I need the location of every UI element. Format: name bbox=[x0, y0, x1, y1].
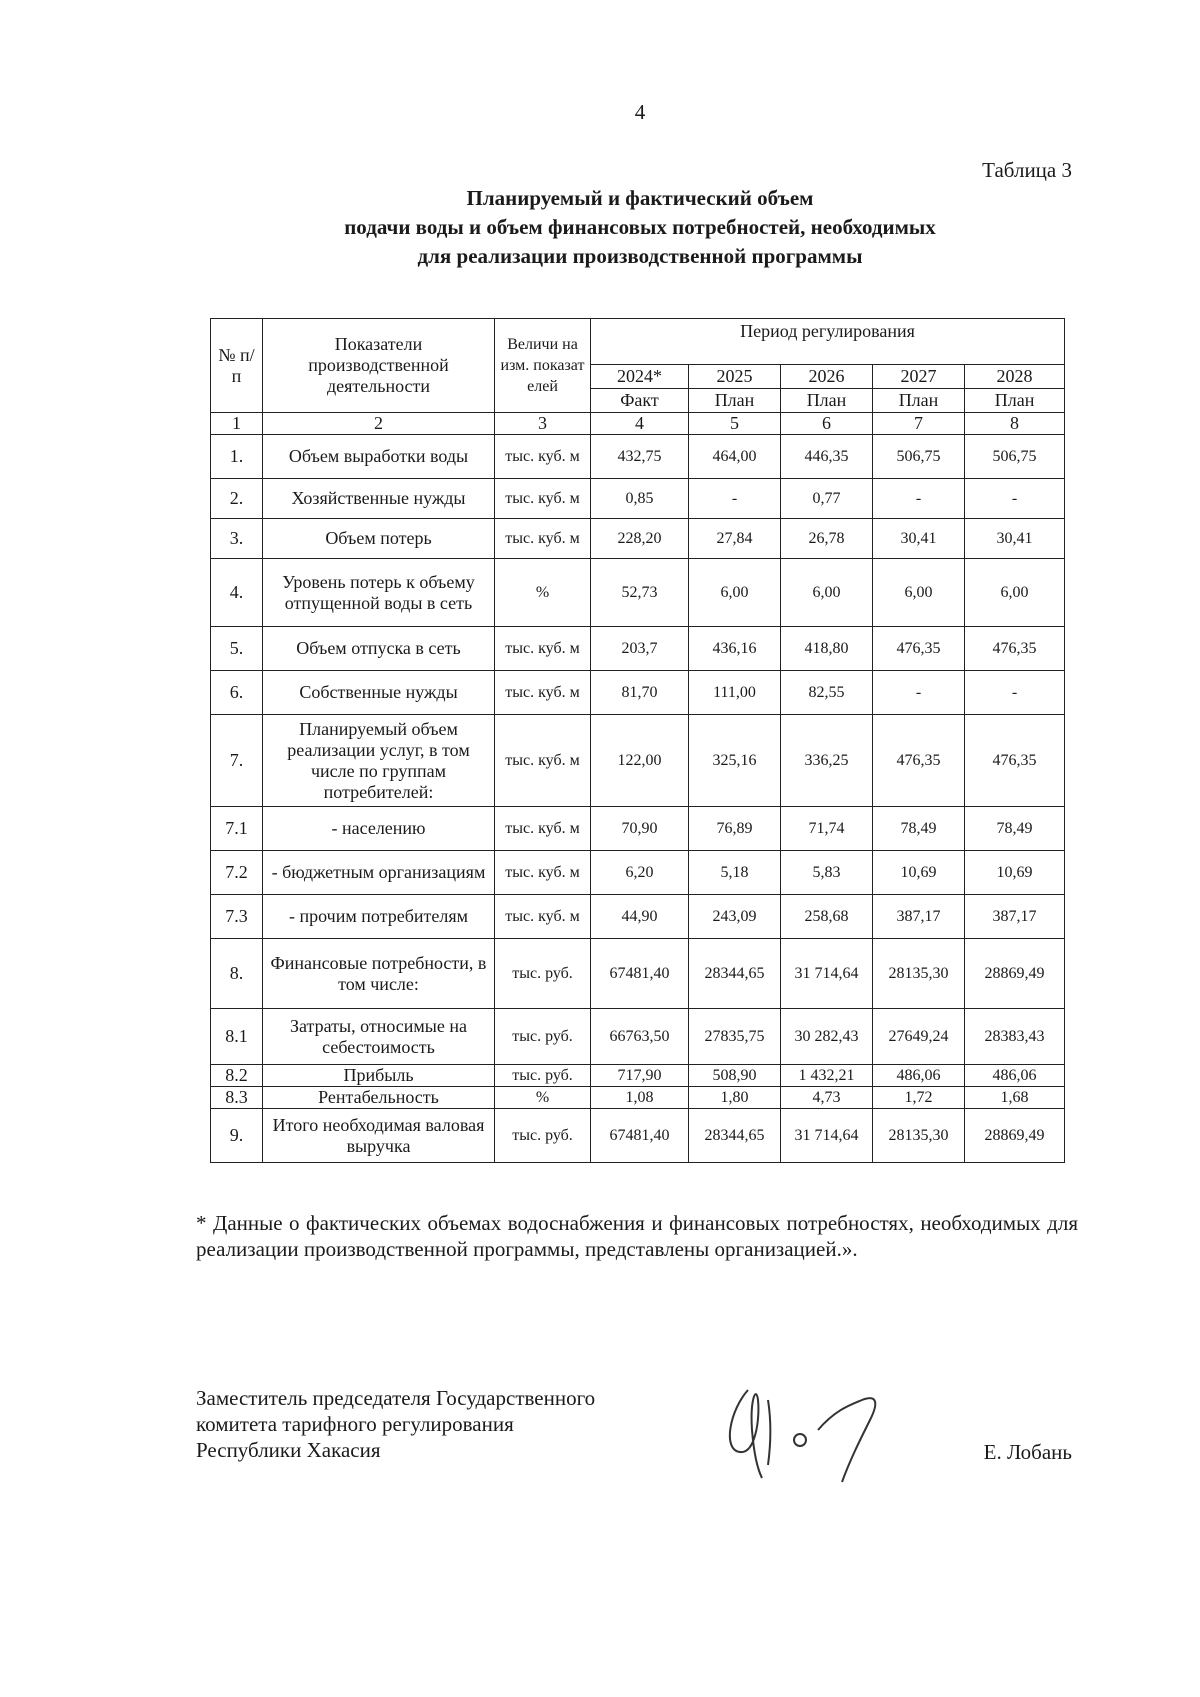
row-value: 28344,65 bbox=[689, 939, 781, 1009]
row-value: 508,90 bbox=[689, 1065, 781, 1087]
row-value: 387,17 bbox=[965, 895, 1065, 939]
header-year: 2025 bbox=[689, 365, 781, 389]
table-row bbox=[211, 519, 1065, 559]
row-value: 78,49 bbox=[965, 807, 1065, 851]
row-unit: тыс. руб. bbox=[495, 1109, 591, 1163]
row-value: 6,00 bbox=[689, 559, 781, 627]
table-row bbox=[211, 807, 1065, 851]
row-value: 6,00 bbox=[873, 559, 965, 627]
row-unit: тыс. куб. м bbox=[495, 807, 591, 851]
row-value: 6,20 bbox=[591, 851, 689, 895]
row-value: 336,25 bbox=[781, 715, 873, 807]
row-value: - bbox=[965, 479, 1065, 519]
row-value: 258,68 bbox=[781, 895, 873, 939]
table-row bbox=[211, 1109, 1065, 1163]
header-num: № п/п bbox=[211, 319, 263, 413]
row-value: 28869,49 bbox=[965, 1109, 1065, 1163]
row-value: 28383,43 bbox=[965, 1009, 1065, 1065]
header-kind: План bbox=[873, 389, 965, 413]
header-year: 2024* bbox=[591, 365, 689, 389]
row-value: 30,41 bbox=[965, 519, 1065, 559]
row-value: 203,7 bbox=[591, 627, 689, 671]
row-value: 486,06 bbox=[873, 1065, 965, 1087]
row-value: 486,06 bbox=[965, 1065, 1065, 1087]
row-value: 436,16 bbox=[689, 627, 781, 671]
row-unit: тыс. куб. м bbox=[495, 715, 591, 807]
row-value: 1,08 bbox=[591, 1087, 689, 1109]
table-row bbox=[211, 435, 1065, 479]
row-value: 5,83 bbox=[781, 851, 873, 895]
row-unit: тыс. куб. м bbox=[495, 519, 591, 559]
row-value: 27,84 bbox=[689, 519, 781, 559]
row-unit: тыс. куб. м bbox=[495, 627, 591, 671]
row-value: 67481,40 bbox=[591, 939, 689, 1009]
row-indicator: Затраты, относимые на себестоимость bbox=[263, 1009, 495, 1065]
row-number: 2. bbox=[211, 479, 263, 519]
row-unit: тыс. руб. bbox=[495, 1065, 591, 1087]
row-indicator: Итого необходимая валовая выручка bbox=[263, 1109, 495, 1163]
row-value: 476,35 bbox=[873, 627, 965, 671]
row-value: 81,70 bbox=[591, 671, 689, 715]
position-line: Заместитель председателя Государственного bbox=[196, 1386, 596, 1410]
row-indicator: Финансовые потребности, в том числе: bbox=[263, 939, 495, 1009]
row-number: 1. bbox=[211, 435, 263, 479]
table-row bbox=[211, 851, 1065, 895]
document-title bbox=[0, 184, 1200, 271]
row-value: 78,49 bbox=[873, 807, 965, 851]
row-value: 122,00 bbox=[591, 715, 689, 807]
row-value: 111,00 bbox=[689, 671, 781, 715]
header-kind: Факт bbox=[591, 389, 689, 413]
row-unit: тыс. руб. bbox=[495, 1009, 591, 1065]
table-row bbox=[211, 715, 1065, 807]
header-kind: План bbox=[689, 389, 781, 413]
table-row bbox=[211, 627, 1065, 671]
row-value: 446,35 bbox=[781, 435, 873, 479]
row-value: 28135,30 bbox=[873, 1109, 965, 1163]
row-value: 27649,24 bbox=[873, 1009, 965, 1065]
row-indicator: Объем выработки воды bbox=[263, 435, 495, 479]
table-row bbox=[211, 479, 1065, 519]
table-row bbox=[211, 1065, 1065, 1087]
row-value: 31 714,64 bbox=[781, 939, 873, 1009]
row-value: 31 714,64 bbox=[781, 1109, 873, 1163]
row-number: 8. bbox=[211, 939, 263, 1009]
row-value: 476,35 bbox=[965, 715, 1065, 807]
row-value: 464,00 bbox=[689, 435, 781, 479]
signatory-name: Е. Лобань bbox=[983, 1440, 1072, 1464]
row-value: 28135,30 bbox=[873, 939, 965, 1009]
row-unit: тыс. руб. bbox=[495, 939, 591, 1009]
row-number: 7.1 bbox=[211, 807, 263, 851]
signatory-position bbox=[196, 1385, 595, 1463]
row-value: 28869,49 bbox=[965, 939, 1065, 1009]
row-number: 6. bbox=[211, 671, 263, 715]
row-value: 476,35 bbox=[873, 715, 965, 807]
col-number: 1 bbox=[211, 413, 263, 435]
table-row bbox=[211, 895, 1065, 939]
row-value: 228,20 bbox=[591, 519, 689, 559]
row-value: 1 432,21 bbox=[781, 1065, 873, 1087]
row-value: 418,80 bbox=[781, 627, 873, 671]
row-indicator: Рентабельность bbox=[263, 1087, 495, 1109]
row-indicator: Уровень потерь к объему отпущенной воды в сеть bbox=[263, 559, 495, 627]
col-number: 4 bbox=[591, 413, 689, 435]
header-unit: Величи на изм. показат елей bbox=[495, 319, 591, 413]
row-value: 506,75 bbox=[965, 435, 1065, 479]
row-indicator: Планируемый объем реализации услуг, в том числе по группам потребителей: bbox=[263, 715, 495, 807]
row-value: 27835,75 bbox=[689, 1009, 781, 1065]
col-number: 8 bbox=[965, 413, 1065, 435]
row-value: 476,35 bbox=[965, 627, 1065, 671]
header-period: Период регулирования bbox=[591, 319, 1065, 365]
table-row bbox=[211, 939, 1065, 1009]
position-line: Республики Хакасия bbox=[196, 1438, 381, 1462]
table-row bbox=[211, 1087, 1065, 1109]
row-value: 387,17 bbox=[873, 895, 965, 939]
footnote: * Данные о фактических объемах водоснабжения и финансовых потребностях, необходимых для реализации производственной программы, представлены организацией.». bbox=[196, 1211, 1078, 1261]
row-value: 4,73 bbox=[781, 1087, 873, 1109]
row-value: 70,90 bbox=[591, 807, 689, 851]
handwritten-signature bbox=[710, 1370, 900, 1490]
row-indicator: - прочим потребителям bbox=[263, 895, 495, 939]
row-value: - bbox=[873, 671, 965, 715]
col-number: 6 bbox=[781, 413, 873, 435]
row-number: 3. bbox=[211, 519, 263, 559]
row-value: 26,78 bbox=[781, 519, 873, 559]
row-value: - bbox=[873, 479, 965, 519]
col-number: 7 bbox=[873, 413, 965, 435]
row-unit: тыс. куб. м bbox=[495, 851, 591, 895]
header-year: 2027 bbox=[873, 365, 965, 389]
row-indicator: Прибыль bbox=[263, 1065, 495, 1087]
row-value: 0,77 bbox=[781, 479, 873, 519]
table-row bbox=[211, 1009, 1065, 1065]
header-year: 2028 bbox=[965, 365, 1065, 389]
title-line: подачи воды и объем финансовых потребностей, необходимых bbox=[344, 215, 936, 239]
header-kind: План bbox=[965, 389, 1065, 413]
row-value: 1,68 bbox=[965, 1087, 1065, 1109]
row-number: 8.3 bbox=[211, 1087, 263, 1109]
row-value: 71,74 bbox=[781, 807, 873, 851]
row-number: 8.1 bbox=[211, 1009, 263, 1065]
row-value: 10,69 bbox=[873, 851, 965, 895]
row-indicator: Объем потерь bbox=[263, 519, 495, 559]
row-value: 10,69 bbox=[965, 851, 1065, 895]
row-unit: тыс. куб. м bbox=[495, 895, 591, 939]
row-number: 7. bbox=[211, 715, 263, 807]
row-value: 717,90 bbox=[591, 1065, 689, 1087]
col-number: 3 bbox=[495, 413, 591, 435]
row-number: 5. bbox=[211, 627, 263, 671]
row-value: 66763,50 bbox=[591, 1009, 689, 1065]
row-indicator: - населению bbox=[263, 807, 495, 851]
header-indicator: Показатели производственной деятельности bbox=[263, 319, 495, 413]
position-line: комитета тарифного регулирования bbox=[196, 1412, 514, 1436]
row-value: 432,75 bbox=[591, 435, 689, 479]
row-value: 44,90 bbox=[591, 895, 689, 939]
title-line: Планируемый и фактический объем bbox=[466, 186, 814, 210]
row-number: 8.2 bbox=[211, 1065, 263, 1087]
row-value: 76,89 bbox=[689, 807, 781, 851]
col-number: 2 bbox=[263, 413, 495, 435]
row-value: 52,73 bbox=[591, 559, 689, 627]
row-number: 7.3 bbox=[211, 895, 263, 939]
row-number: 4. bbox=[211, 559, 263, 627]
row-unit: тыс. куб. м bbox=[495, 671, 591, 715]
row-value: 1,80 bbox=[689, 1087, 781, 1109]
row-unit: тыс. куб. м bbox=[495, 435, 591, 479]
row-value: 1,72 bbox=[873, 1087, 965, 1109]
row-value: 30,41 bbox=[873, 519, 965, 559]
row-value: 6,00 bbox=[965, 559, 1065, 627]
row-indicator: Объем отпуска в сеть bbox=[263, 627, 495, 671]
row-value: 82,55 bbox=[781, 671, 873, 715]
row-value: 6,00 bbox=[781, 559, 873, 627]
row-value: 325,16 bbox=[689, 715, 781, 807]
table-label: Таблица 3 bbox=[982, 158, 1072, 182]
row-value: 243,09 bbox=[689, 895, 781, 939]
row-unit: тыс. куб. м bbox=[495, 479, 591, 519]
row-value: 5,18 bbox=[689, 851, 781, 895]
row-number: 9. bbox=[211, 1109, 263, 1163]
row-value: 67481,40 bbox=[591, 1109, 689, 1163]
title-line: для реализации производственной программы bbox=[417, 244, 863, 268]
row-indicator: Собственные нужды bbox=[263, 671, 495, 715]
table-row bbox=[211, 559, 1065, 627]
row-indicator: Хозяйственные нужды bbox=[263, 479, 495, 519]
header-year: 2026 bbox=[781, 365, 873, 389]
row-indicator: - бюджетным организациям bbox=[263, 851, 495, 895]
page-number: 4 bbox=[634, 100, 646, 124]
row-unit: % bbox=[495, 1087, 591, 1109]
header-kind: План bbox=[781, 389, 873, 413]
row-value: 0,85 bbox=[591, 479, 689, 519]
table-row bbox=[211, 671, 1065, 715]
row-value: - bbox=[965, 671, 1065, 715]
row-number: 7.2 bbox=[211, 851, 263, 895]
row-value: 28344,65 bbox=[689, 1109, 781, 1163]
row-value: 506,75 bbox=[873, 435, 965, 479]
row-unit: % bbox=[495, 559, 591, 627]
row-value: - bbox=[689, 479, 781, 519]
col-number: 5 bbox=[689, 413, 781, 435]
row-value: 30 282,43 bbox=[781, 1009, 873, 1065]
production-program-table bbox=[210, 318, 1065, 1163]
